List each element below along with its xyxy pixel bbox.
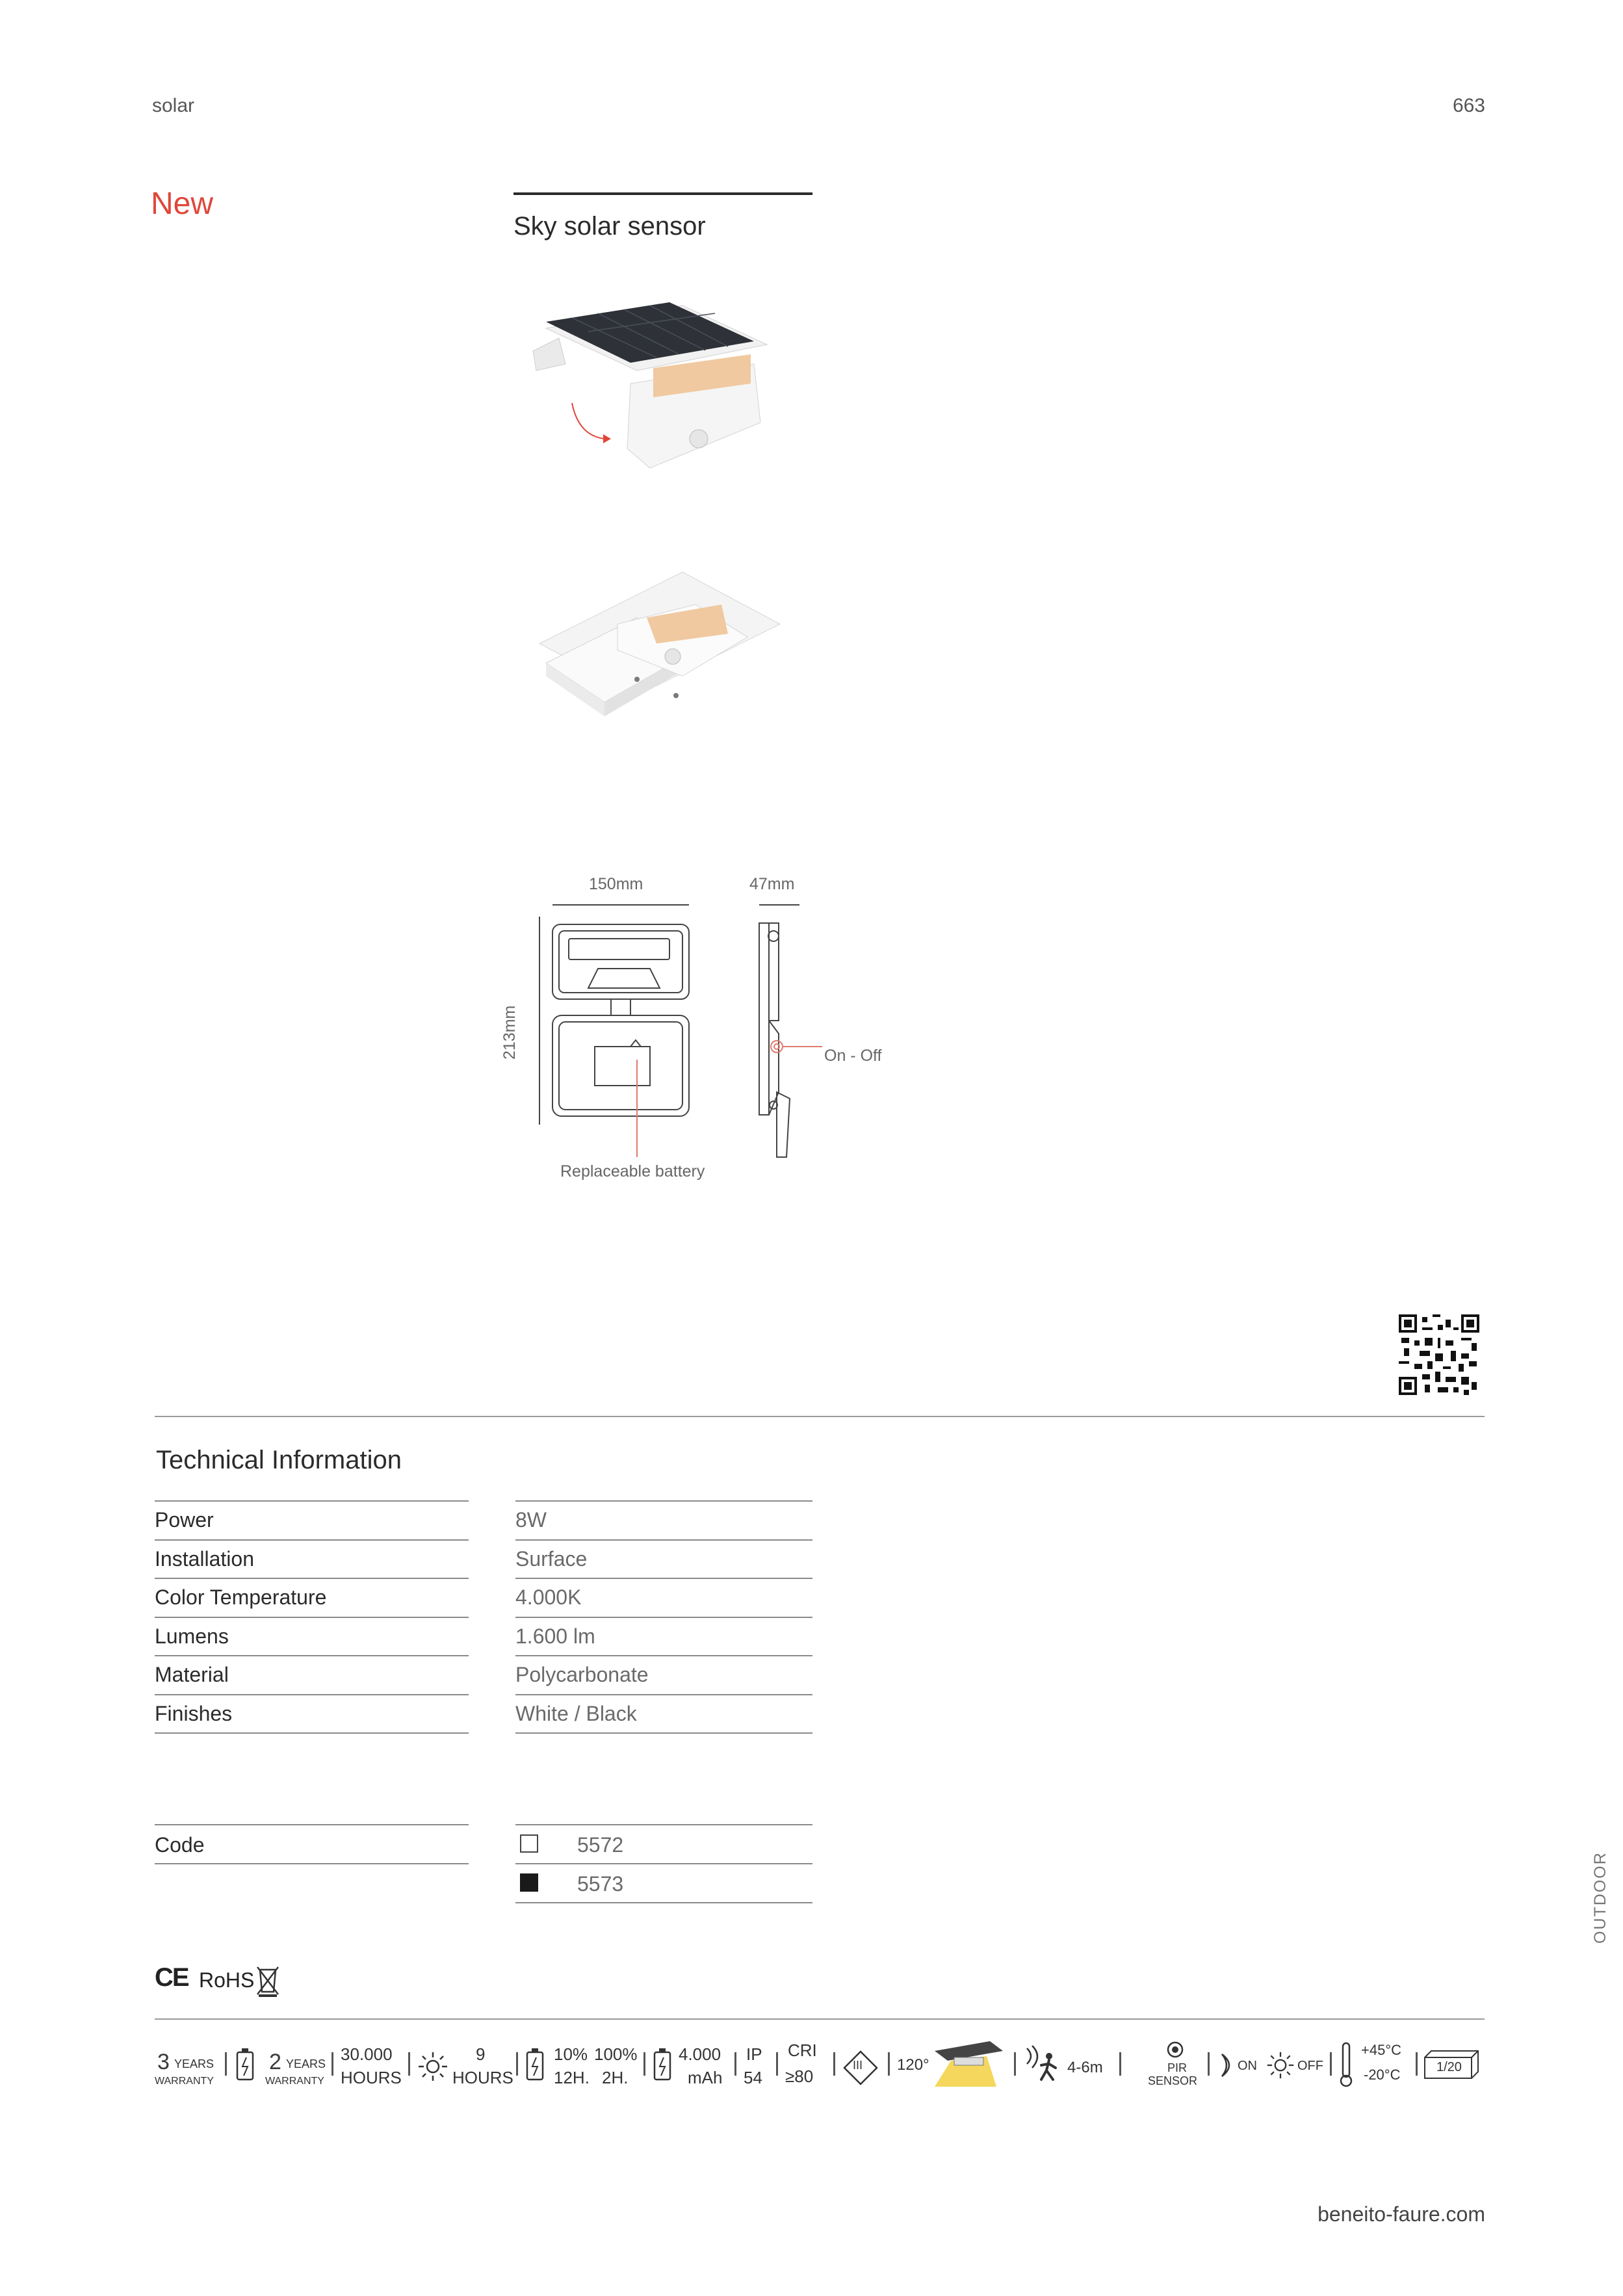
title-rule [513, 192, 812, 195]
code-value: 5572 [577, 1833, 624, 1857]
battery-charge-icon [525, 2047, 545, 2081]
spec-value: 1.600 lm [515, 1624, 595, 1648]
spec-bottom-line [155, 1732, 469, 1734]
warranty-sub: WARRANTY [155, 2076, 214, 2087]
detection-range: 4-6m [1067, 2059, 1103, 2076]
features-bar [155, 2038, 1487, 2109]
charge-low-time: 12H. [554, 2068, 590, 2087]
finish-swatch-white [520, 1834, 538, 1853]
spec-value-line [515, 1500, 812, 1502]
spec-key-line [155, 1655, 469, 1656]
spec-value: Polycarbonate [515, 1663, 649, 1686]
ip-label: IP [746, 2044, 762, 2064]
product-photo-closed [526, 566, 786, 735]
class-value: III [853, 2059, 863, 2072]
spec-value: 8W [515, 1508, 547, 1532]
pir-sensor-icon [1166, 2041, 1184, 2059]
code-row-line [515, 1902, 812, 1903]
qr-code[interactable] [1399, 1314, 1479, 1395]
page-number: 663 [1452, 95, 1485, 116]
spec-key-line [155, 1539, 469, 1541]
dimension-depth: 47mm [749, 875, 795, 893]
pack-quantity: 1/20 [1436, 2060, 1462, 2074]
charge-high-pct: 100% [594, 2044, 638, 2064]
icons-divider [155, 2018, 1485, 2020]
code-line-top [155, 1824, 469, 1825]
solar-light-angle-icon [928, 2038, 1006, 2090]
moon-icon [1217, 2052, 1236, 2078]
battery-capacity-icon [653, 2047, 672, 2081]
spec-value-line [515, 1655, 812, 1656]
dimension-height: 213mm [500, 1005, 519, 1060]
section-name: solar [152, 95, 195, 116]
technical-drawing [533, 897, 825, 1164]
lifetime-unit: HOURS [341, 2068, 402, 2087]
battery-capacity-value: 4.000 [679, 2044, 721, 2064]
charge-low-pct: 10% [554, 2044, 588, 2064]
motion-sensor-icon [1023, 2044, 1065, 2086]
spec-value: Surface [515, 1546, 588, 1571]
code-row-line [515, 1824, 812, 1825]
tech-info-title: Technical Information [156, 1446, 402, 1474]
spec-key: Material [155, 1663, 229, 1686]
spec-value-line [515, 1694, 812, 1695]
warranty-years: 3 [157, 2050, 170, 2074]
weee-bin-icon [255, 1963, 281, 1997]
spec-key: Finishes [155, 1701, 233, 1725]
cri-label: CRI [788, 2041, 817, 2060]
pir-label: PIR [1167, 2061, 1188, 2074]
code-value: 5573 [577, 1872, 624, 1896]
spec-key: Lumens [155, 1624, 229, 1648]
section-divider [155, 1416, 1485, 1417]
spec-bottom-line [515, 1732, 812, 1734]
spec-value: White / Black [515, 1701, 637, 1725]
spec-key-line [155, 1617, 469, 1618]
daylight-sun-icon [1266, 2051, 1295, 2080]
warranty-sub: WARRANTY [265, 2076, 324, 2087]
spec-value: 4.000K [515, 1585, 582, 1609]
product-photo-open [520, 293, 793, 488]
battery-warranty-years: 2 [269, 2050, 281, 2074]
cri-value: ≥80 [785, 2067, 814, 2086]
spec-key: Installation [155, 1546, 254, 1571]
lifetime-value: 30.000 [341, 2044, 393, 2064]
battery-label: Replaceable battery [560, 1162, 705, 1181]
warranty-unit: YEARS [286, 2057, 326, 2070]
beam-angle: 120° [897, 2056, 929, 2074]
thermometer-icon [1338, 2042, 1355, 2087]
day-off-label: OFF [1297, 2059, 1323, 2073]
spec-key-line [155, 1500, 469, 1502]
spec-key-line [155, 1694, 469, 1695]
code-row-line [515, 1863, 812, 1864]
ip-value: 54 [744, 2068, 762, 2087]
spec-value-line [515, 1578, 812, 1579]
code-line-bottom [155, 1863, 469, 1864]
spec-key-line [155, 1578, 469, 1579]
dimension-width: 150mm [589, 875, 643, 893]
rohs-mark: RoHS [199, 1968, 255, 1992]
code-label: Code [155, 1833, 205, 1857]
spec-value-line [515, 1617, 812, 1618]
temp-max: +45°C [1361, 2042, 1402, 2058]
night-on-label: ON [1238, 2059, 1257, 2073]
charge-high-time: 2H. [602, 2068, 629, 2087]
product-title: Sky solar sensor [513, 212, 706, 241]
category-side-tab: OUTDOOR [1591, 1851, 1609, 1944]
new-badge: New [151, 187, 214, 221]
battery-capacity-unit: mAh [688, 2068, 723, 2087]
finish-swatch-black [520, 1873, 538, 1892]
spec-key: Power [155, 1508, 214, 1532]
pir-sensor-label: SENSOR [1148, 2074, 1198, 2087]
warranty-unit: YEARS [174, 2057, 214, 2070]
temp-min: -20°C [1364, 2067, 1401, 2083]
spec-value-line [515, 1539, 812, 1541]
website-link[interactable]: beneito-faure.com [1318, 2202, 1485, 2226]
battery-icon [235, 2047, 255, 2081]
sun-hours-value: 9 [476, 2044, 486, 2064]
switch-label: On - Off [824, 1047, 882, 1065]
ce-mark: CE [155, 1963, 188, 1992]
spec-key: Color Temperature [155, 1585, 327, 1609]
sun-hours-unit: HOURS [452, 2068, 513, 2087]
sun-icon [417, 2051, 448, 2082]
